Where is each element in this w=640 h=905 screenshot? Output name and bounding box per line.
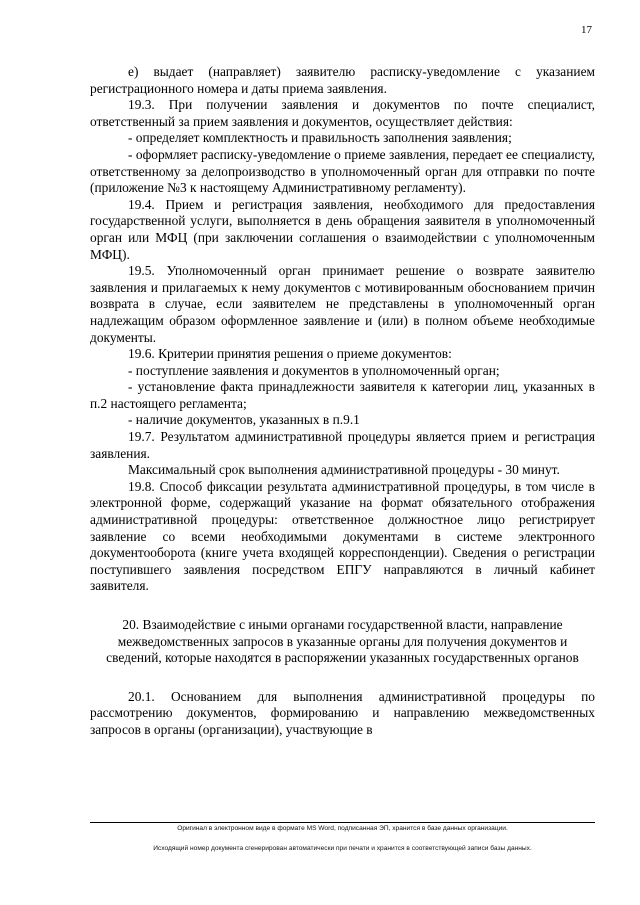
- paragraph: 19.7. Результатом административной процедуры является прием и регистрация заявления.: [90, 429, 595, 461]
- paragraph: - установление факта принадлежности заявителя к категории лиц, указанных в п.2 настоящего регламента;: [90, 379, 595, 411]
- footer-divider: [90, 822, 595, 823]
- section-heading: 20. Взаимодействие с иными органами государственной власти, направление межведомственных запросов в указанные органы для получения документов и сведений, которые находятся в распоряжении указанных государственных органов: [106, 617, 579, 666]
- paragraph: 19.4. Прием и регистрация заявления, необходимого для предоставления государственной услуги, выполняется в день обращения заявителя в уполномоченный орган или МФЦ (при заключении соглашения о взаимодействии с уполномоченным МФЦ).: [90, 196, 595, 262]
- top-paragraphs: [90, 64, 595, 595]
- bottom-paragraphs: [90, 689, 595, 739]
- paragraph: - оформляет расписку-уведомление о приеме заявления, передает ее специалисту, ответственному за делопроизводство в уполномоченный орган для отправки по почте (приложение №3 к настоящему Административному регламенту).: [90, 146, 595, 196]
- paragraph: е) выдает (направляет) заявителю расписку-уведомление с указанием регистрационного номера и даты приема заявления.: [90, 64, 595, 96]
- paragraph: - наличие документов, указанных в п.9.1: [128, 412, 360, 428]
- paragraph: Максимальный срок выполнения административной процедуры - 30 минут.: [128, 462, 560, 478]
- page-number: 17: [581, 24, 592, 36]
- footer-original-note: Оригинал в электронном виде в формате MS Word, подписанная ЭП, хранится в базе данных организации.: [177, 825, 508, 832]
- paragraph: 19.3. При получении заявления и документов по почте специалист, ответственный за прием заявления и документов, осуществляет действия:: [90, 97, 595, 129]
- paragraph: 19.8. Способ фиксации результата административной процедуры, в том числе в электронной форме, содержащий указание на формат обязательного отображения административной процедуры: ответственное должностное лицо регистрирует заявление со всеми необходимыми документами в системе электронного документооборота (книге учета входящей корреспонденции). Сведения о регистрации поступившего заявления посредством ЕПГУ направляются в личный кабинет заявителя.: [90, 478, 595, 594]
- footer-number-note: Исходящий номер документа сгенерирован автоматически при печати и хранится в соответствующей записи базы данных.: [153, 845, 532, 852]
- paragraph: - поступление заявления и документов в уполномоченный орган;: [128, 362, 500, 378]
- document-body: [90, 64, 595, 739]
- paragraph: 20.1. Основанием для выполнения административной процедуры по рассмотрению документов, формированию и направлению межведомственных запросов в органы (организации), участвующие в: [90, 688, 595, 737]
- paragraph: - определяет комплектность и правильность заполнения заявления;: [128, 130, 512, 146]
- paragraph: 19.6. Критерии принятия решения о приеме документов:: [128, 346, 452, 362]
- paragraph: 19.5. Уполномоченный орган принимает решение о возврате заявителю заявления и прилагаемых к нему документов с мотивированным обоснованием причин возврата в случае, если заявителем не представлены в уполномоченный орган надлежащим образом оформленное заявление и (или) в полном объеме необходимые документы.: [90, 263, 595, 345]
